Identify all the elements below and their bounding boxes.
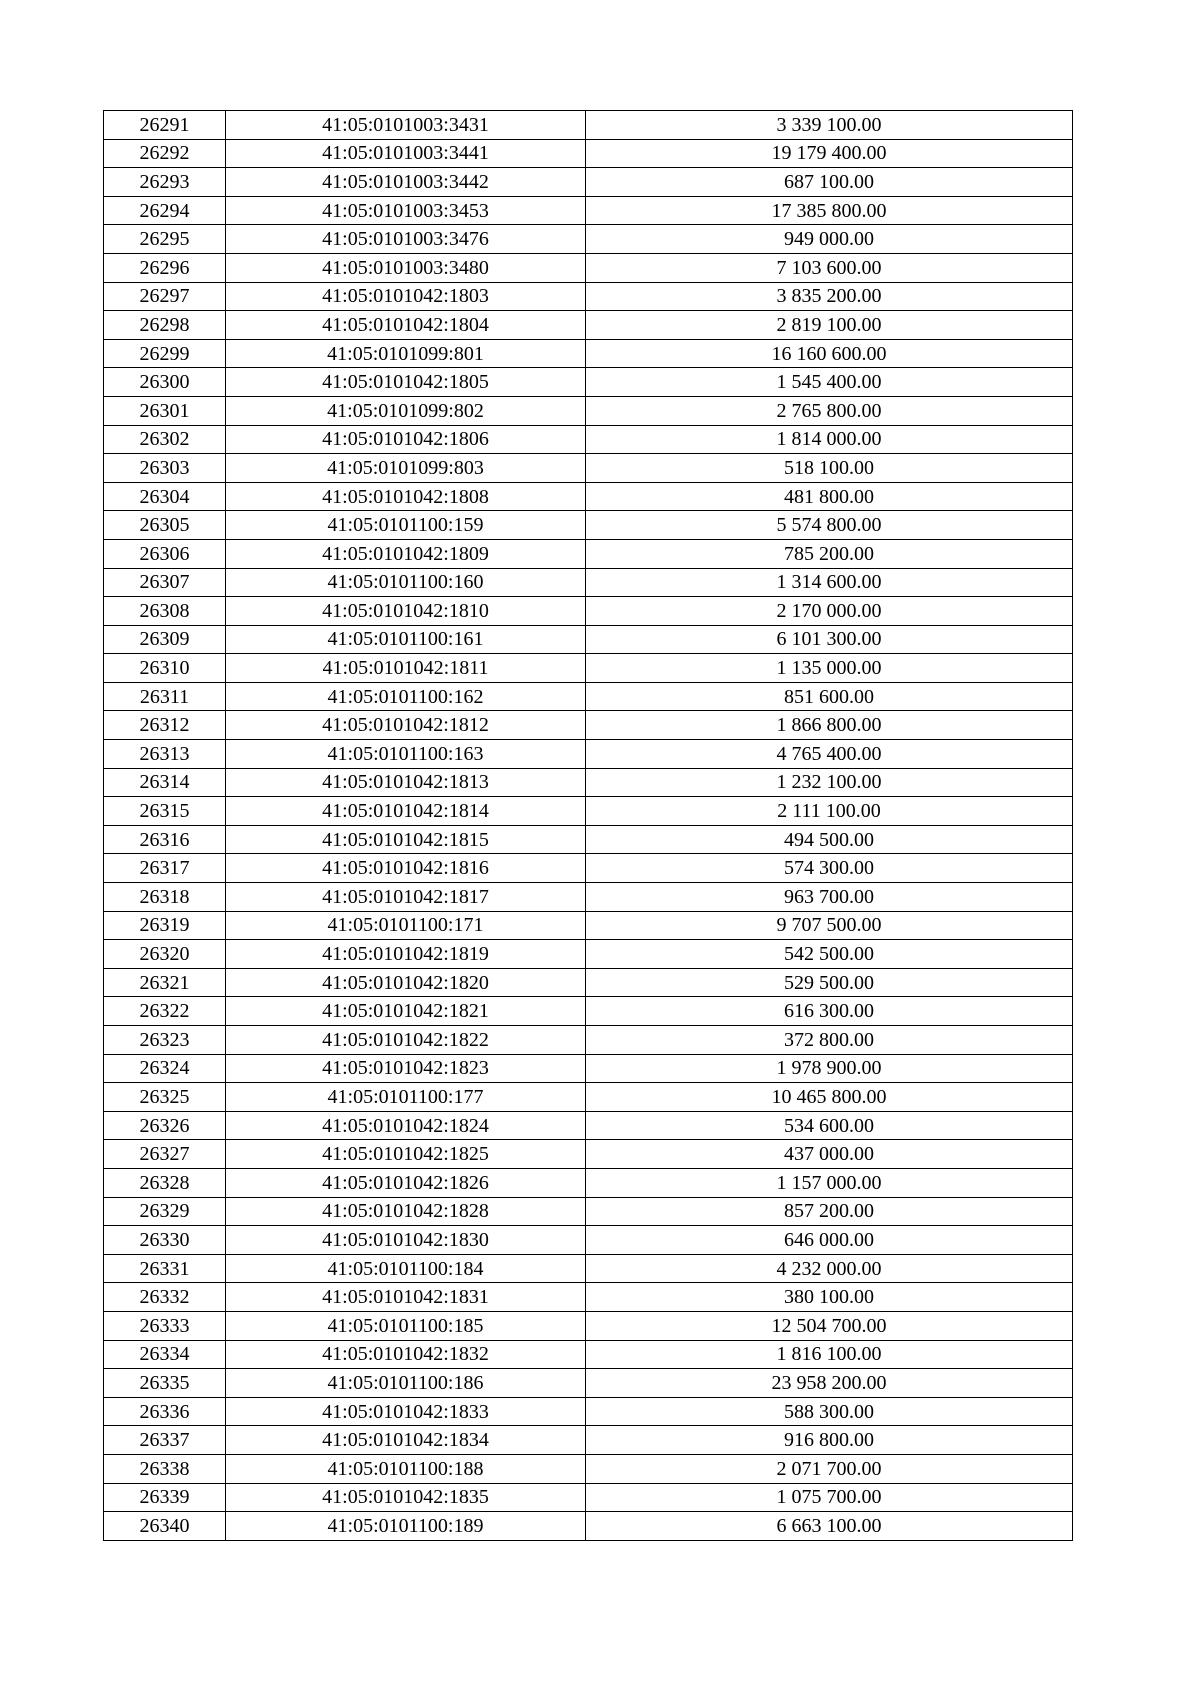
row-number-cell: 26304 bbox=[104, 482, 226, 511]
cadastral-value-cell: 1 157 000.00 bbox=[586, 1168, 1073, 1197]
cadastral-number-cell: 41:05:0101042:1817 bbox=[226, 883, 586, 912]
row-number-cell: 26336 bbox=[104, 1397, 226, 1426]
cadastral-value-cell: 518 100.00 bbox=[586, 454, 1073, 483]
cadastral-value-cell: 10 465 800.00 bbox=[586, 1083, 1073, 1112]
cadastral-value-cell: 1 978 900.00 bbox=[586, 1054, 1073, 1083]
row-number-cell: 26306 bbox=[104, 539, 226, 568]
cadastral-number-cell: 41:05:0101100:185 bbox=[226, 1311, 586, 1340]
table-row bbox=[104, 196, 1073, 225]
table-row bbox=[104, 425, 1073, 454]
cadastral-value-cell: 1 866 800.00 bbox=[586, 711, 1073, 740]
row-number-cell: 26305 bbox=[104, 511, 226, 540]
row-number-cell: 26340 bbox=[104, 1512, 226, 1541]
table-row bbox=[104, 1311, 1073, 1340]
table-row bbox=[104, 1026, 1073, 1055]
table-row bbox=[104, 225, 1073, 254]
table-row bbox=[104, 1197, 1073, 1226]
row-number-cell: 26311 bbox=[104, 682, 226, 711]
row-number-cell: 26291 bbox=[104, 111, 226, 140]
row-number-cell: 26334 bbox=[104, 1340, 226, 1369]
row-number-cell: 26293 bbox=[104, 168, 226, 197]
table-row bbox=[104, 625, 1073, 654]
table-row bbox=[104, 997, 1073, 1026]
cadastral-value-cell: 7 103 600.00 bbox=[586, 253, 1073, 282]
cadastral-number-cell: 41:05:0101100:177 bbox=[226, 1083, 586, 1112]
cadastral-number-cell: 41:05:0101099:801 bbox=[226, 339, 586, 368]
row-number-cell: 26331 bbox=[104, 1254, 226, 1283]
cadastral-number-cell: 41:05:0101100:189 bbox=[226, 1512, 586, 1541]
cadastral-number-cell: 41:05:0101100:184 bbox=[226, 1254, 586, 1283]
cadastral-number-cell: 41:05:0101100:186 bbox=[226, 1369, 586, 1398]
row-number-cell: 26300 bbox=[104, 368, 226, 397]
row-number-cell: 26302 bbox=[104, 425, 226, 454]
row-number-cell: 26310 bbox=[104, 654, 226, 683]
cadastral-value-cell: 1 814 000.00 bbox=[586, 425, 1073, 454]
table-row bbox=[104, 1168, 1073, 1197]
table-row bbox=[104, 883, 1073, 912]
row-number-cell: 26332 bbox=[104, 1283, 226, 1312]
row-number-cell: 26294 bbox=[104, 196, 226, 225]
cadastral-value-cell: 372 800.00 bbox=[586, 1026, 1073, 1055]
cadastral-value-cell: 2 071 700.00 bbox=[586, 1454, 1073, 1483]
row-number-cell: 26296 bbox=[104, 253, 226, 282]
row-number-cell: 26338 bbox=[104, 1454, 226, 1483]
cadastral-value-cell: 5 574 800.00 bbox=[586, 511, 1073, 540]
cadastral-number-cell: 41:05:0101100:161 bbox=[226, 625, 586, 654]
table-row bbox=[104, 568, 1073, 597]
cadastral-value-cell: 916 800.00 bbox=[586, 1426, 1073, 1455]
cadastral-number-cell: 41:05:0101042:1804 bbox=[226, 311, 586, 340]
cadastral-value-cell: 3 835 200.00 bbox=[586, 282, 1073, 311]
table-row bbox=[104, 854, 1073, 883]
cadastral-number-cell: 41:05:0101042:1809 bbox=[226, 539, 586, 568]
row-number-cell: 26324 bbox=[104, 1054, 226, 1083]
table-row bbox=[104, 1226, 1073, 1255]
row-number-cell: 26326 bbox=[104, 1111, 226, 1140]
cadastral-value-cell: 687 100.00 bbox=[586, 168, 1073, 197]
table-row bbox=[104, 1283, 1073, 1312]
row-number-cell: 26307 bbox=[104, 568, 226, 597]
row-number-cell: 26321 bbox=[104, 968, 226, 997]
row-number-cell: 26327 bbox=[104, 1140, 226, 1169]
table-row bbox=[104, 253, 1073, 282]
cadastral-value-cell: 12 504 700.00 bbox=[586, 1311, 1073, 1340]
table-row bbox=[104, 682, 1073, 711]
row-number-cell: 26317 bbox=[104, 854, 226, 883]
cadastral-value-cell: 963 700.00 bbox=[586, 883, 1073, 912]
cadastral-number-cell: 41:05:0101100:188 bbox=[226, 1454, 586, 1483]
cadastral-value-cell: 2 765 800.00 bbox=[586, 396, 1073, 425]
cadastral-value-cell: 6 663 100.00 bbox=[586, 1512, 1073, 1541]
row-number-cell: 26299 bbox=[104, 339, 226, 368]
row-number-cell: 26301 bbox=[104, 396, 226, 425]
table-row bbox=[104, 1054, 1073, 1083]
table-row bbox=[104, 482, 1073, 511]
row-number-cell: 26312 bbox=[104, 711, 226, 740]
cadastral-number-cell: 41:05:0101042:1810 bbox=[226, 597, 586, 626]
table-row bbox=[104, 1254, 1073, 1283]
cadastral-value-cell: 4 765 400.00 bbox=[586, 740, 1073, 769]
cadastral-value-cell: 646 000.00 bbox=[586, 1226, 1073, 1255]
table-row bbox=[104, 797, 1073, 826]
table-row bbox=[104, 1426, 1073, 1455]
row-number-cell: 26319 bbox=[104, 911, 226, 940]
row-number-cell: 26337 bbox=[104, 1426, 226, 1455]
row-number-cell: 26330 bbox=[104, 1226, 226, 1255]
table-row bbox=[104, 1140, 1073, 1169]
cadastral-number-cell: 41:05:0101003:3441 bbox=[226, 139, 586, 168]
cadastral-number-cell: 41:05:0101042:1805 bbox=[226, 368, 586, 397]
table-row bbox=[104, 1454, 1073, 1483]
cadastral-value-cell: 1 232 100.00 bbox=[586, 768, 1073, 797]
table-row bbox=[104, 1512, 1073, 1541]
cadastral-number-cell: 41:05:0101042:1826 bbox=[226, 1168, 586, 1197]
cadastral-value-cell: 6 101 300.00 bbox=[586, 625, 1073, 654]
cadastral-number-cell: 41:05:0101042:1811 bbox=[226, 654, 586, 683]
table-row bbox=[104, 1111, 1073, 1140]
row-number-cell: 26335 bbox=[104, 1369, 226, 1398]
cadastral-number-cell: 41:05:0101042:1825 bbox=[226, 1140, 586, 1169]
cadastral-number-cell: 41:05:0101042:1806 bbox=[226, 425, 586, 454]
row-number-cell: 26298 bbox=[104, 311, 226, 340]
cadastral-number-cell: 41:05:0101042:1812 bbox=[226, 711, 586, 740]
table-row bbox=[104, 911, 1073, 940]
cadastral-value-cell: 481 800.00 bbox=[586, 482, 1073, 511]
table-body bbox=[104, 111, 1073, 1541]
cadastral-number-cell: 41:05:0101042:1823 bbox=[226, 1054, 586, 1083]
cadastral-value-cell: 1 135 000.00 bbox=[586, 654, 1073, 683]
table-row bbox=[104, 940, 1073, 969]
cadastral-number-cell: 41:05:0101099:803 bbox=[226, 454, 586, 483]
cadastral-value-cell: 9 707 500.00 bbox=[586, 911, 1073, 940]
cadastral-number-cell: 41:05:0101003:3442 bbox=[226, 168, 586, 197]
table-row bbox=[104, 1083, 1073, 1112]
cadastral-number-cell: 41:05:0101003:3453 bbox=[226, 196, 586, 225]
cadastral-value-cell: 785 200.00 bbox=[586, 539, 1073, 568]
row-number-cell: 26323 bbox=[104, 1026, 226, 1055]
table-row bbox=[104, 711, 1073, 740]
row-number-cell: 26313 bbox=[104, 740, 226, 769]
cadastral-value-cell: 2 170 000.00 bbox=[586, 597, 1073, 626]
cadastral-number-cell: 41:05:0101100:159 bbox=[226, 511, 586, 540]
cadastral-value-cell: 494 500.00 bbox=[586, 825, 1073, 854]
row-number-cell: 26314 bbox=[104, 768, 226, 797]
cadastral-number-cell: 41:05:0101042:1830 bbox=[226, 1226, 586, 1255]
cadastral-number-cell: 41:05:0101003:3431 bbox=[226, 111, 586, 140]
cadastral-value-cell: 19 179 400.00 bbox=[586, 139, 1073, 168]
row-number-cell: 26333 bbox=[104, 1311, 226, 1340]
cadastral-number-cell: 41:05:0101099:802 bbox=[226, 396, 586, 425]
table-row bbox=[104, 1340, 1073, 1369]
row-number-cell: 26315 bbox=[104, 797, 226, 826]
table-row bbox=[104, 1397, 1073, 1426]
row-number-cell: 26325 bbox=[104, 1083, 226, 1112]
table-row bbox=[104, 311, 1073, 340]
cadastral-value-table bbox=[103, 110, 1073, 1541]
cadastral-value-cell: 437 000.00 bbox=[586, 1140, 1073, 1169]
cadastral-value-cell: 1 545 400.00 bbox=[586, 368, 1073, 397]
table-row bbox=[104, 511, 1073, 540]
cadastral-value-cell: 2 111 100.00 bbox=[586, 797, 1073, 826]
cadastral-value-cell: 534 600.00 bbox=[586, 1111, 1073, 1140]
row-number-cell: 26339 bbox=[104, 1483, 226, 1512]
cadastral-number-cell: 41:05:0101042:1828 bbox=[226, 1197, 586, 1226]
cadastral-number-cell: 41:05:0101042:1814 bbox=[226, 797, 586, 826]
cadastral-number-cell: 41:05:0101042:1813 bbox=[226, 768, 586, 797]
row-number-cell: 26292 bbox=[104, 139, 226, 168]
cadastral-value-cell: 23 958 200.00 bbox=[586, 1369, 1073, 1398]
table-row bbox=[104, 1369, 1073, 1398]
cadastral-value-cell: 16 160 600.00 bbox=[586, 339, 1073, 368]
table-row bbox=[104, 825, 1073, 854]
row-number-cell: 26328 bbox=[104, 1168, 226, 1197]
cadastral-value-cell: 949 000.00 bbox=[586, 225, 1073, 254]
row-number-cell: 26309 bbox=[104, 625, 226, 654]
row-number-cell: 26318 bbox=[104, 883, 226, 912]
cadastral-number-cell: 41:05:0101042:1808 bbox=[226, 482, 586, 511]
cadastral-value-cell: 542 500.00 bbox=[586, 940, 1073, 969]
table-row bbox=[104, 111, 1073, 140]
table-row bbox=[104, 740, 1073, 769]
table-row bbox=[104, 968, 1073, 997]
cadastral-value-cell: 616 300.00 bbox=[586, 997, 1073, 1026]
cadastral-number-cell: 41:05:0101042:1819 bbox=[226, 940, 586, 969]
cadastral-value-cell: 588 300.00 bbox=[586, 1397, 1073, 1426]
table-row bbox=[104, 139, 1073, 168]
cadastral-number-cell: 41:05:0101042:1821 bbox=[226, 997, 586, 1026]
cadastral-value-cell: 1 314 600.00 bbox=[586, 568, 1073, 597]
cadastral-number-cell: 41:05:0101042:1833 bbox=[226, 1397, 586, 1426]
cadastral-value-cell: 574 300.00 bbox=[586, 854, 1073, 883]
table-row bbox=[104, 539, 1073, 568]
row-number-cell: 26329 bbox=[104, 1197, 226, 1226]
row-number-cell: 26308 bbox=[104, 597, 226, 626]
row-number-cell: 26320 bbox=[104, 940, 226, 969]
cadastral-number-cell: 41:05:0101100:160 bbox=[226, 568, 586, 597]
table-row bbox=[104, 368, 1073, 397]
row-number-cell: 26316 bbox=[104, 825, 226, 854]
cadastral-value-cell: 1 075 700.00 bbox=[586, 1483, 1073, 1512]
table-row bbox=[104, 597, 1073, 626]
cadastral-value-cell: 857 200.00 bbox=[586, 1197, 1073, 1226]
cadastral-value-cell: 380 100.00 bbox=[586, 1283, 1073, 1312]
cadastral-value-cell: 3 339 100.00 bbox=[586, 111, 1073, 140]
cadastral-value-cell: 2 819 100.00 bbox=[586, 311, 1073, 340]
cadastral-number-cell: 41:05:0101042:1822 bbox=[226, 1026, 586, 1055]
table-row bbox=[104, 168, 1073, 197]
cadastral-value-cell: 1 816 100.00 bbox=[586, 1340, 1073, 1369]
cadastral-number-cell: 41:05:0101003:3476 bbox=[226, 225, 586, 254]
row-number-cell: 26303 bbox=[104, 454, 226, 483]
row-number-cell: 26322 bbox=[104, 997, 226, 1026]
cadastral-number-cell: 41:05:0101042:1816 bbox=[226, 854, 586, 883]
cadastral-number-cell: 41:05:0101042:1824 bbox=[226, 1111, 586, 1140]
table-row bbox=[104, 339, 1073, 368]
table-row bbox=[104, 396, 1073, 425]
table-row bbox=[104, 454, 1073, 483]
table-row bbox=[104, 1483, 1073, 1512]
cadastral-number-cell: 41:05:0101100:163 bbox=[226, 740, 586, 769]
row-number-cell: 26295 bbox=[104, 225, 226, 254]
cadastral-number-cell: 41:05:0101042:1815 bbox=[226, 825, 586, 854]
table-row bbox=[104, 654, 1073, 683]
table-row bbox=[104, 282, 1073, 311]
cadastral-value-cell: 529 500.00 bbox=[586, 968, 1073, 997]
cadastral-number-cell: 41:05:0101100:171 bbox=[226, 911, 586, 940]
cadastral-number-cell: 41:05:0101003:3480 bbox=[226, 253, 586, 282]
row-number-cell: 26297 bbox=[104, 282, 226, 311]
cadastral-number-cell: 41:05:0101042:1832 bbox=[226, 1340, 586, 1369]
cadastral-number-cell: 41:05:0101100:162 bbox=[226, 682, 586, 711]
cadastral-number-cell: 41:05:0101042:1835 bbox=[226, 1483, 586, 1512]
cadastral-number-cell: 41:05:0101042:1834 bbox=[226, 1426, 586, 1455]
cadastral-value-cell: 851 600.00 bbox=[586, 682, 1073, 711]
table-row bbox=[104, 768, 1073, 797]
cadastral-value-cell: 4 232 000.00 bbox=[586, 1254, 1073, 1283]
cadastral-value-cell: 17 385 800.00 bbox=[586, 196, 1073, 225]
cadastral-number-cell: 41:05:0101042:1820 bbox=[226, 968, 586, 997]
cadastral-number-cell: 41:05:0101042:1803 bbox=[226, 282, 586, 311]
cadastral-number-cell: 41:05:0101042:1831 bbox=[226, 1283, 586, 1312]
